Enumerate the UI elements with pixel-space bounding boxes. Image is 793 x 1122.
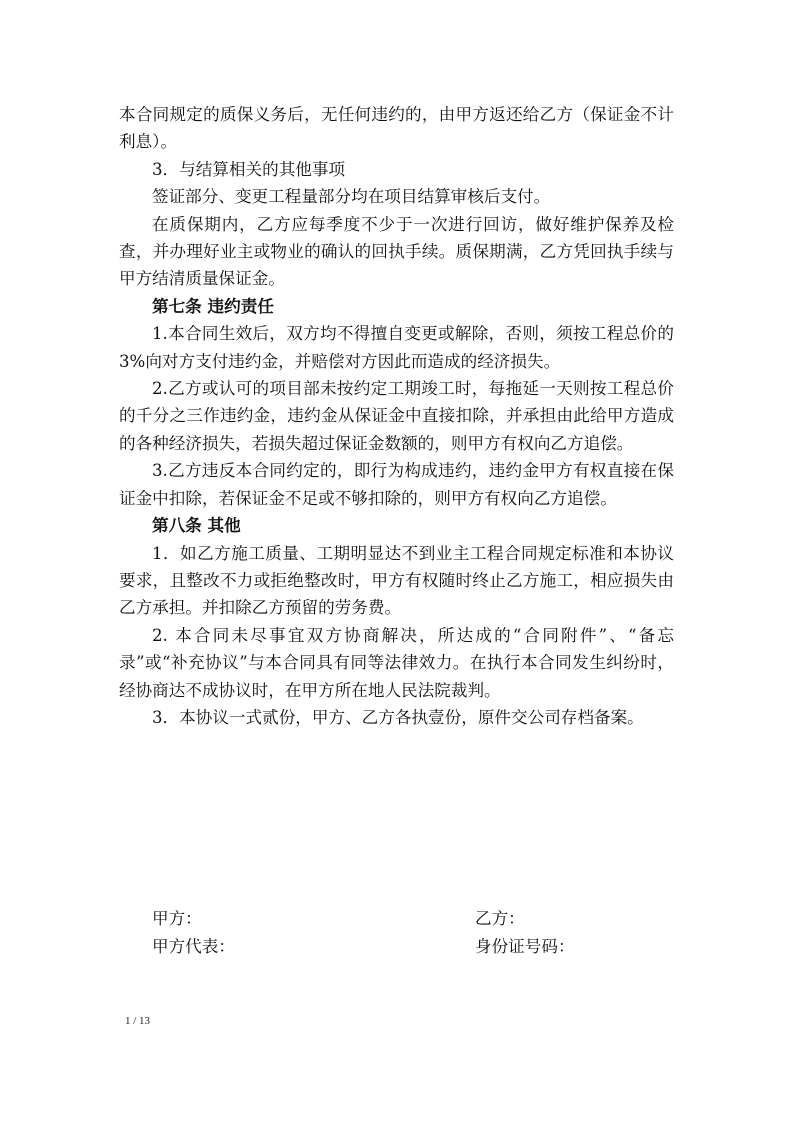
paragraph-continuation: 本合同规定的质保义务后，无任何违约的，由甲方返还给乙方（保证金不计利息）。 xyxy=(119,105,674,152)
paragraph-settlement-item-3: 3．与结算相关的其他事项 xyxy=(152,159,346,179)
party-a-representative-label: 甲方代表： xyxy=(152,937,235,956)
paragraph-breach-3: 3.乙方违反本合同约定的，即行为构成违约，违约金甲方有权直接在保证金中扣除，若保证金不足或不够扣除的，则甲方有权向乙方追偿。 xyxy=(119,461,674,508)
party-b-label: 乙方： xyxy=(475,909,525,928)
section-heading-article-8: 第八条 其他 xyxy=(152,515,241,536)
party-a-label: 甲方： xyxy=(152,909,202,928)
section-heading-article-7: 第七条 违约责任 xyxy=(152,295,274,316)
paragraph-warranty-visits: 在质保期内，乙方应每季度不少于一次进行回访，做好维护保养及检查，并办理好业主或物业的确认的回执手续。质保期满，乙方凭回执手续与甲方结清质量保证金。 xyxy=(119,214,674,289)
paragraph-visa-payment: 签证部分、变更工程量部分均在项目结算审核后支付。 xyxy=(152,187,551,207)
paragraph-breach-2: 2.乙方或认可的项目部未按约定工期竣工时，每拖延一天则按工程总价的千分之三作违约金，违约金从保证金中直接扣除，并承担由此给甲方造成的各种经济损失，若损失超过保证金数额的，则甲方有权向乙方追偿。 xyxy=(119,379,674,453)
paragraph-breach-1: 1.本合同生效后，双方均不得擅自变更或解除，否则，须按工程总价的 3%向对方支付违约金，并赔偿对方因此而造成的经济损失。 xyxy=(119,324,674,371)
signature-block-party-b xyxy=(475,905,575,961)
paragraph-other-3: 3．本协议一式贰份，甲方、乙方各执壹份，原件交公司存档备案。 xyxy=(152,707,644,727)
page-number: 1 / 13 xyxy=(125,1015,151,1027)
paragraph-other-2: 2. 本合同未尽事宜双方协商解决，所达成的“合同附件”、“备忘录”或“补充协议”与本合同具有同等法律效力。在执行本合同发生纠纷时，经协商达不成协议时，在甲方所在地人民法院裁判。 xyxy=(119,625,674,700)
paragraph-other-1: 1．如乙方施工质量、工期明显达不到业主工程合同规定标准和本协议要求，且整改不力或拒绝整改时，甲方有权随时终止乙方施工，相应损失由乙方承担。并扣除乙方预留的劳务费。 xyxy=(119,543,674,618)
signature-block-party-a xyxy=(152,905,235,961)
document-body xyxy=(119,101,674,731)
id-number-label: 身份证号码： xyxy=(475,937,575,956)
